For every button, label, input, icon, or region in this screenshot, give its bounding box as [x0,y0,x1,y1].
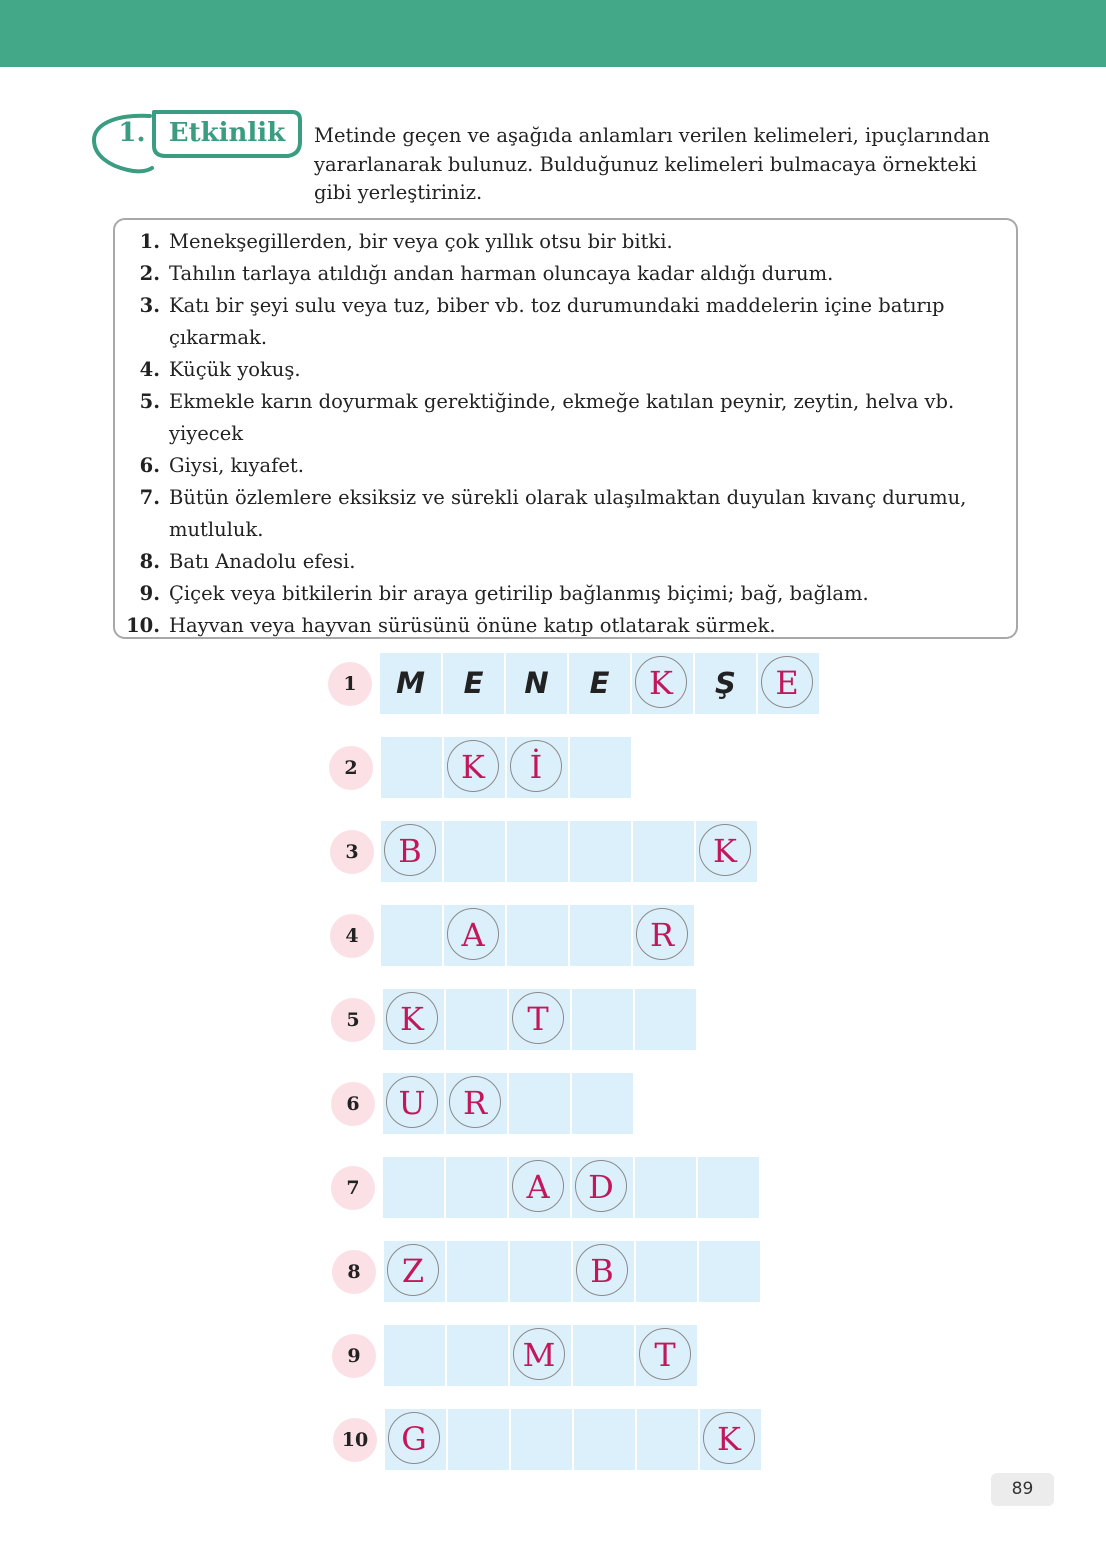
given-letter: M [513,1328,565,1380]
clue-text: Ekmekle karın doyurmak gerektiğinde, ekmeğe katılan peynir, zeytin, helva vb. yiyecek [169,390,955,445]
given-letter: B [384,824,436,876]
handwritten-letter: Ş [715,666,736,700]
handwritten-letter: E [463,666,484,700]
activity-label: Etkinlik [168,118,286,148]
puzzle-cell[interactable] [380,653,441,714]
activity-instruction: Metinde geçen ve aşağıda anlamları verilen kelimeleri, ipuçlarından yararlanarak bulunuz. Bulduğunuz kelimeleri bulmacaya örnekteki gibi yerleştiriniz. [314,124,990,204]
puzzle-cell[interactable] [507,737,568,798]
clue-number: 2. [139,262,160,285]
puzzle-cell[interactable] [573,1241,634,1302]
clue-number: 8. [139,550,160,573]
clue-number: 1. [139,230,160,253]
puzzle-cell[interactable] [632,653,693,714]
puzzle-cell[interactable] [695,653,756,714]
given-letter: U [386,1076,438,1128]
clue-text: Giysi, kıyafet. [169,454,304,477]
puzzle-cell[interactable] [510,1241,571,1302]
clue-number: 7. [139,486,160,509]
puzzle-cell[interactable] [509,989,570,1050]
puzzle-row-number: 9 [332,1334,376,1378]
given-letter: K [699,824,751,876]
given-letter: R [636,908,688,960]
puzzle-cell[interactable] [509,1157,570,1218]
given-letter: G [388,1412,440,1464]
given-letter: K [386,992,438,1044]
page-number: 89 [991,1473,1054,1506]
puzzle-row-number: 10 [333,1418,377,1462]
clue-number: 3. [139,294,160,317]
clue-item [120,354,1000,386]
puzzle-cell[interactable] [699,1241,760,1302]
puzzle-cell[interactable] [636,1325,697,1386]
puzzle-cell[interactable] [385,1409,446,1470]
clue-item [120,290,1000,354]
clue-item [120,546,1000,578]
puzzle-cell[interactable] [633,821,694,882]
given-letter: A [512,1160,564,1212]
clue-text: Tahılın tarlaya atıldığı andan harman oluncaya kadar aldığı durum. [169,262,834,285]
puzzle-cell[interactable] [635,989,696,1050]
puzzle-row-number: 2 [329,746,373,790]
puzzle-cell[interactable] [569,653,630,714]
puzzle-cell[interactable] [384,1325,445,1386]
puzzle-cell[interactable] [444,905,505,966]
puzzle-cell[interactable] [637,1409,698,1470]
clue-text: Hayvan veya hayvan sürüsünü önüne katıp otlatarak sürmek. [169,614,776,637]
puzzle-cell[interactable] [507,821,568,882]
puzzle-cell[interactable] [384,1241,445,1302]
puzzle-row-number: 6 [331,1082,375,1126]
puzzle-cell[interactable] [698,1157,759,1218]
clue-text: Batı Anadolu efesi. [169,550,356,573]
puzzle-row-number: 1 [328,662,372,706]
activity-number: 1. [118,118,146,148]
clue-item [120,226,1000,258]
clue-number: 5. [139,390,160,413]
puzzle-row-number: 4 [330,914,374,958]
given-letter: T [639,1328,691,1380]
puzzle-cell[interactable] [574,1409,635,1470]
puzzle-cell[interactable] [635,1157,696,1218]
clue-item [120,482,1000,546]
given-letter: A [447,908,499,960]
clue-item [120,450,1000,482]
given-letter: İ [510,740,562,792]
puzzle-cell[interactable] [572,1073,633,1134]
puzzle-cell[interactable] [381,737,442,798]
puzzle-cell[interactable] [447,1241,508,1302]
puzzle-cell[interactable] [448,1409,509,1470]
puzzle-cell[interactable] [510,1325,571,1386]
puzzle-cell[interactable] [446,989,507,1050]
handwritten-letter: M [396,666,425,700]
puzzle-cell[interactable] [572,989,633,1050]
puzzle-row-number: 7 [331,1166,375,1210]
puzzle-cell[interactable] [573,1325,634,1386]
puzzle-cell[interactable] [633,905,694,966]
given-letter: R [449,1076,501,1128]
given-letter: K [447,740,499,792]
clue-text: Çiçek veya bitkilerin bir araya getirilip bağlanmış biçimi; bağ, bağlam. [169,582,869,605]
clue-list [120,226,1000,642]
puzzle-cell[interactable] [700,1409,761,1470]
puzzle-row-number: 5 [331,998,375,1042]
given-letter: Z [387,1244,439,1296]
puzzle-cell[interactable] [507,905,568,966]
clue-item [120,258,1000,290]
clue-text: Küçük yokuş. [169,358,301,381]
clue-number: 4. [139,358,160,381]
clue-item [120,386,1000,450]
puzzle-cell[interactable] [570,905,631,966]
clue-text: Katı bir şeyi sulu veya tuz, biber vb. toz durumundaki maddelerin içine batırıp çıkarmak. [169,294,945,349]
puzzle-cell[interactable] [570,737,631,798]
puzzle-cell[interactable] [636,1241,697,1302]
clue-item [120,578,1000,610]
clue-text: Menekşegillerden, bir veya çok yıllık otsu bir bitki. [169,230,673,253]
given-letter: T [512,992,564,1044]
given-letter: D [575,1160,627,1212]
puzzle-cell[interactable] [381,821,442,882]
puzzle-cell[interactable] [758,653,819,714]
puzzle-cell[interactable] [446,1073,507,1134]
clue-text: Bütün özlemlere eksiksiz ve sürekli olarak ulaşılmaktan duyulan kıvanç durumu, mutluluk. [169,486,967,541]
given-letter: K [703,1412,755,1464]
puzzle-cell[interactable] [570,821,631,882]
clue-number: 6. [139,454,160,477]
clue-number: 10. [126,614,160,637]
puzzle-cell[interactable] [383,989,444,1050]
puzzle-cell[interactable] [383,1157,444,1218]
clue-item [120,610,1000,642]
given-letter: K [635,656,687,708]
handwritten-letter: E [589,666,610,700]
puzzle-cell[interactable] [381,905,442,966]
clue-number: 9. [139,582,160,605]
puzzle-cell[interactable] [696,821,757,882]
puzzle-row-number: 8 [332,1250,376,1294]
puzzle-cell[interactable] [444,737,505,798]
puzzle-row-number: 3 [330,830,374,874]
puzzle-cell[interactable] [443,653,504,714]
puzzle-cell[interactable] [444,821,505,882]
puzzle-cell[interactable] [447,1325,508,1386]
puzzle-cell[interactable] [509,1073,570,1134]
handwritten-letter: N [524,666,549,700]
puzzle-cell[interactable] [572,1157,633,1218]
given-letter: E [761,656,813,708]
puzzle-cell[interactable] [446,1157,507,1218]
puzzle-cell[interactable] [506,653,567,714]
header-band [0,0,1106,67]
puzzle-cell[interactable] [383,1073,444,1134]
puzzle-cell[interactable] [511,1409,572,1470]
given-letter: B [576,1244,628,1296]
